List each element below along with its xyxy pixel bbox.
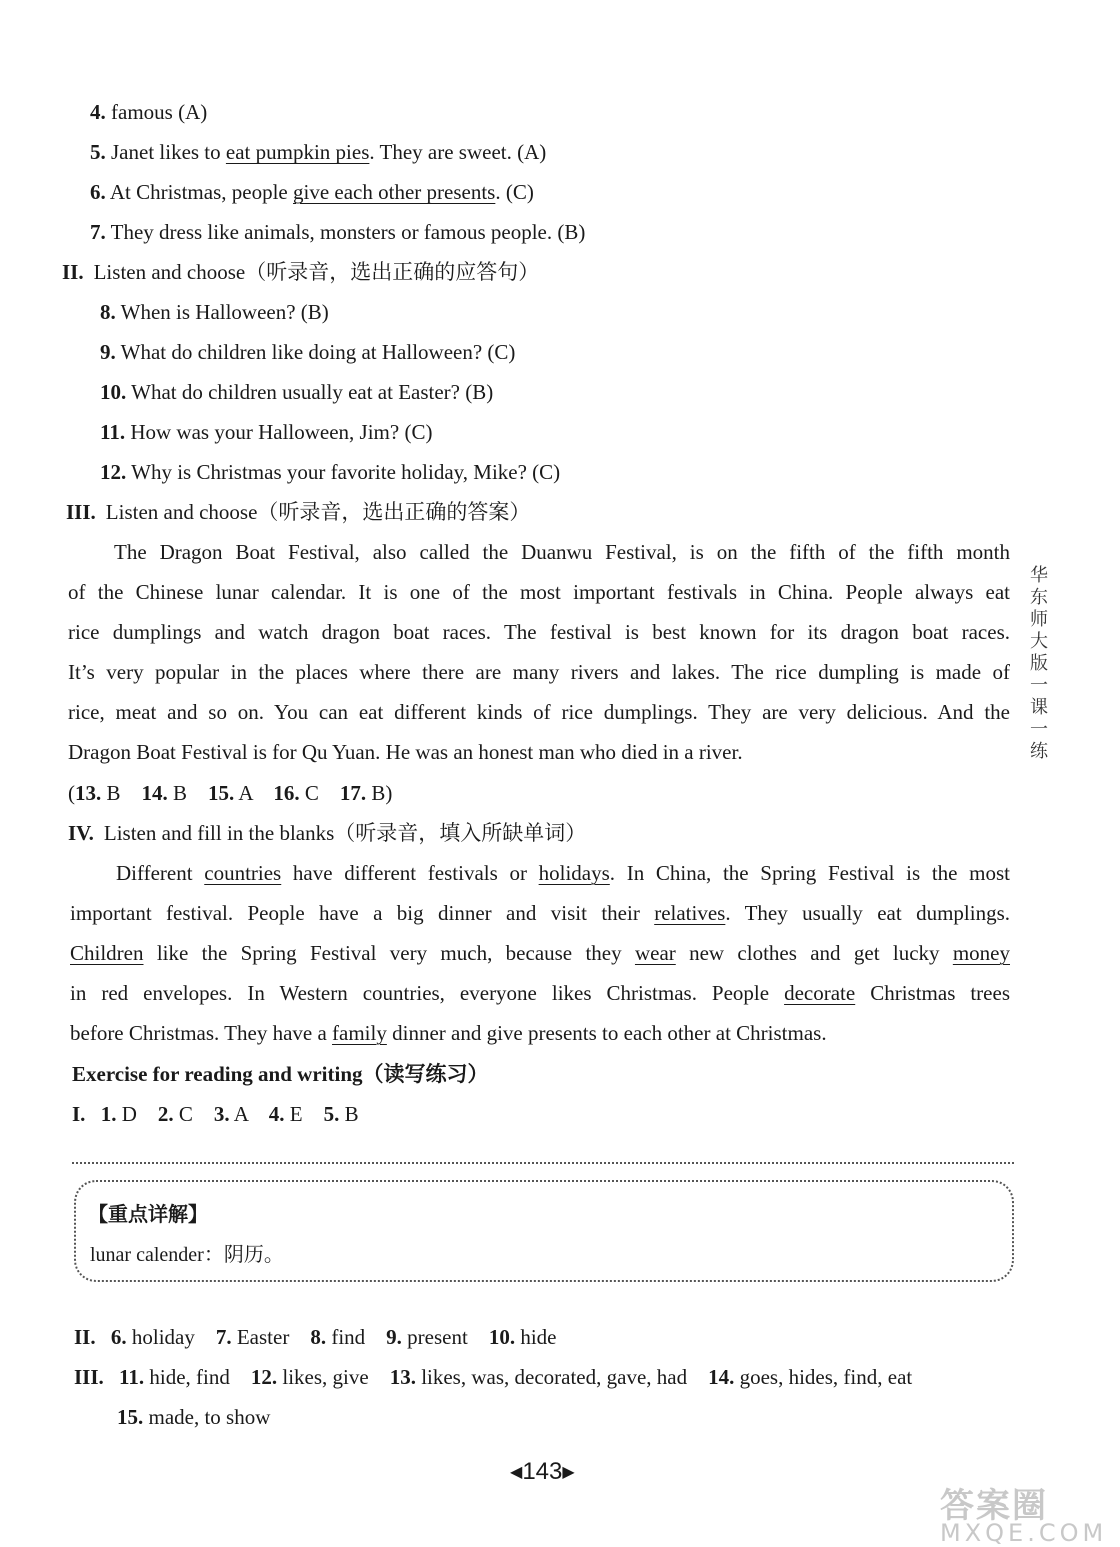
answer-row: III. 11. hide, find 12. likes, give 13. likes, was, decorated, gave, had 14. goes, hides, find, eat <box>74 1365 913 1389</box>
list-item: 5. Janet likes to eat pumpkin pies. They are sweet. (A) <box>90 140 547 164</box>
list-item: 11. How was your Halloween, Jim? (C) <box>100 420 433 444</box>
triangle-right-icon: ▶ <box>562 1464 575 1481</box>
list-item: 10. What do children usually eat at Easter? (B) <box>100 380 494 404</box>
section-heading: IV. Listen and fill in the blanks（听录音，填入所缺单词） <box>68 821 587 845</box>
paragraph-line: in red envelopes. In Western countries, everyone likes Christmas. People decorate Christmas trees <box>70 981 1010 1005</box>
paragraph-line: rice, meat and so on. You can eat different kinds of rice dumplings. They are very delicious. And the <box>68 700 1010 724</box>
paragraph-line: before Christmas. They have a family dinner and give presents to each other at Christmas. <box>70 1021 827 1045</box>
answer-row: 15. made, to show <box>117 1405 271 1429</box>
list-item: 6. At Christmas, people give each other presents. (C) <box>90 180 534 204</box>
section-heading: II. Listen and choose（听录音，选出正确的应答句） <box>62 260 540 284</box>
paragraph-line: It’s very popular in the places where there are many rivers and lakes. The rice dumpling is made of <box>68 660 1010 684</box>
answer-row: I. 1. D 2. C 3. A 4. E 5. B <box>72 1102 359 1126</box>
paragraph-line: of the Chinese lunar calendar. It is one of the most important festivals in China. People always eat <box>68 580 1010 604</box>
list-item: 8. When is Halloween? (B) <box>100 300 329 324</box>
side-label: 华东师大版一课一练 <box>1027 565 1048 763</box>
paragraph-line: Children like the Spring Festival very much, because they wear new clothes and get lucky money <box>70 941 1010 965</box>
watermark: 答案圈 MXQE.COM <box>940 1486 1108 1547</box>
keypoint-box <box>74 1180 1014 1282</box>
answer-row: II. 6. holiday 7. Easter 8. find 9. present 10. hide <box>74 1325 557 1349</box>
paragraph-line: rice dumplings and watch dragon boat races. The festival is best known for its dragon boat races. <box>68 620 1010 644</box>
answer-row: (13. B 14. B 15. A 16. C 17. B) <box>68 781 393 805</box>
list-item: 7. They dress like animals, monsters or famous people. (B) <box>90 220 586 244</box>
paragraph-line: The Dragon Boat Festival, also called the Duanwu Festival, is on the fifth of the fifth month <box>114 540 1010 564</box>
section-heading: III. Listen and choose（听录音，选出正确的答案） <box>66 500 531 524</box>
list-item: 12. Why is Christmas your favorite holiday, Mike? (C) <box>100 460 561 484</box>
keypoint-title: 【重点详解】 <box>88 1202 208 1226</box>
paragraph-line: important festival. People have a big dinner and visit their relatives. They usually eat dumplings. <box>70 901 1010 925</box>
divider <box>72 1162 1014 1164</box>
keypoint-text: lunar calender：阴历。 <box>90 1244 284 1266</box>
list-item: 4. famous (A) <box>90 100 208 124</box>
paragraph-line: Different countries have different festivals or holidays. In China, the Spring Festival is the most <box>116 861 1010 885</box>
page-number: ◀143▶ <box>510 1458 575 1485</box>
section-heading: Exercise for reading and writing（读写练习） <box>72 1062 489 1086</box>
list-item: 9. What do children like doing at Halloween? (C) <box>100 340 516 364</box>
triangle-left-icon: ◀ <box>510 1464 523 1481</box>
paragraph-line: Dragon Boat Festival is for Qu Yuan. He was an honest man who died in a river. <box>68 740 743 764</box>
